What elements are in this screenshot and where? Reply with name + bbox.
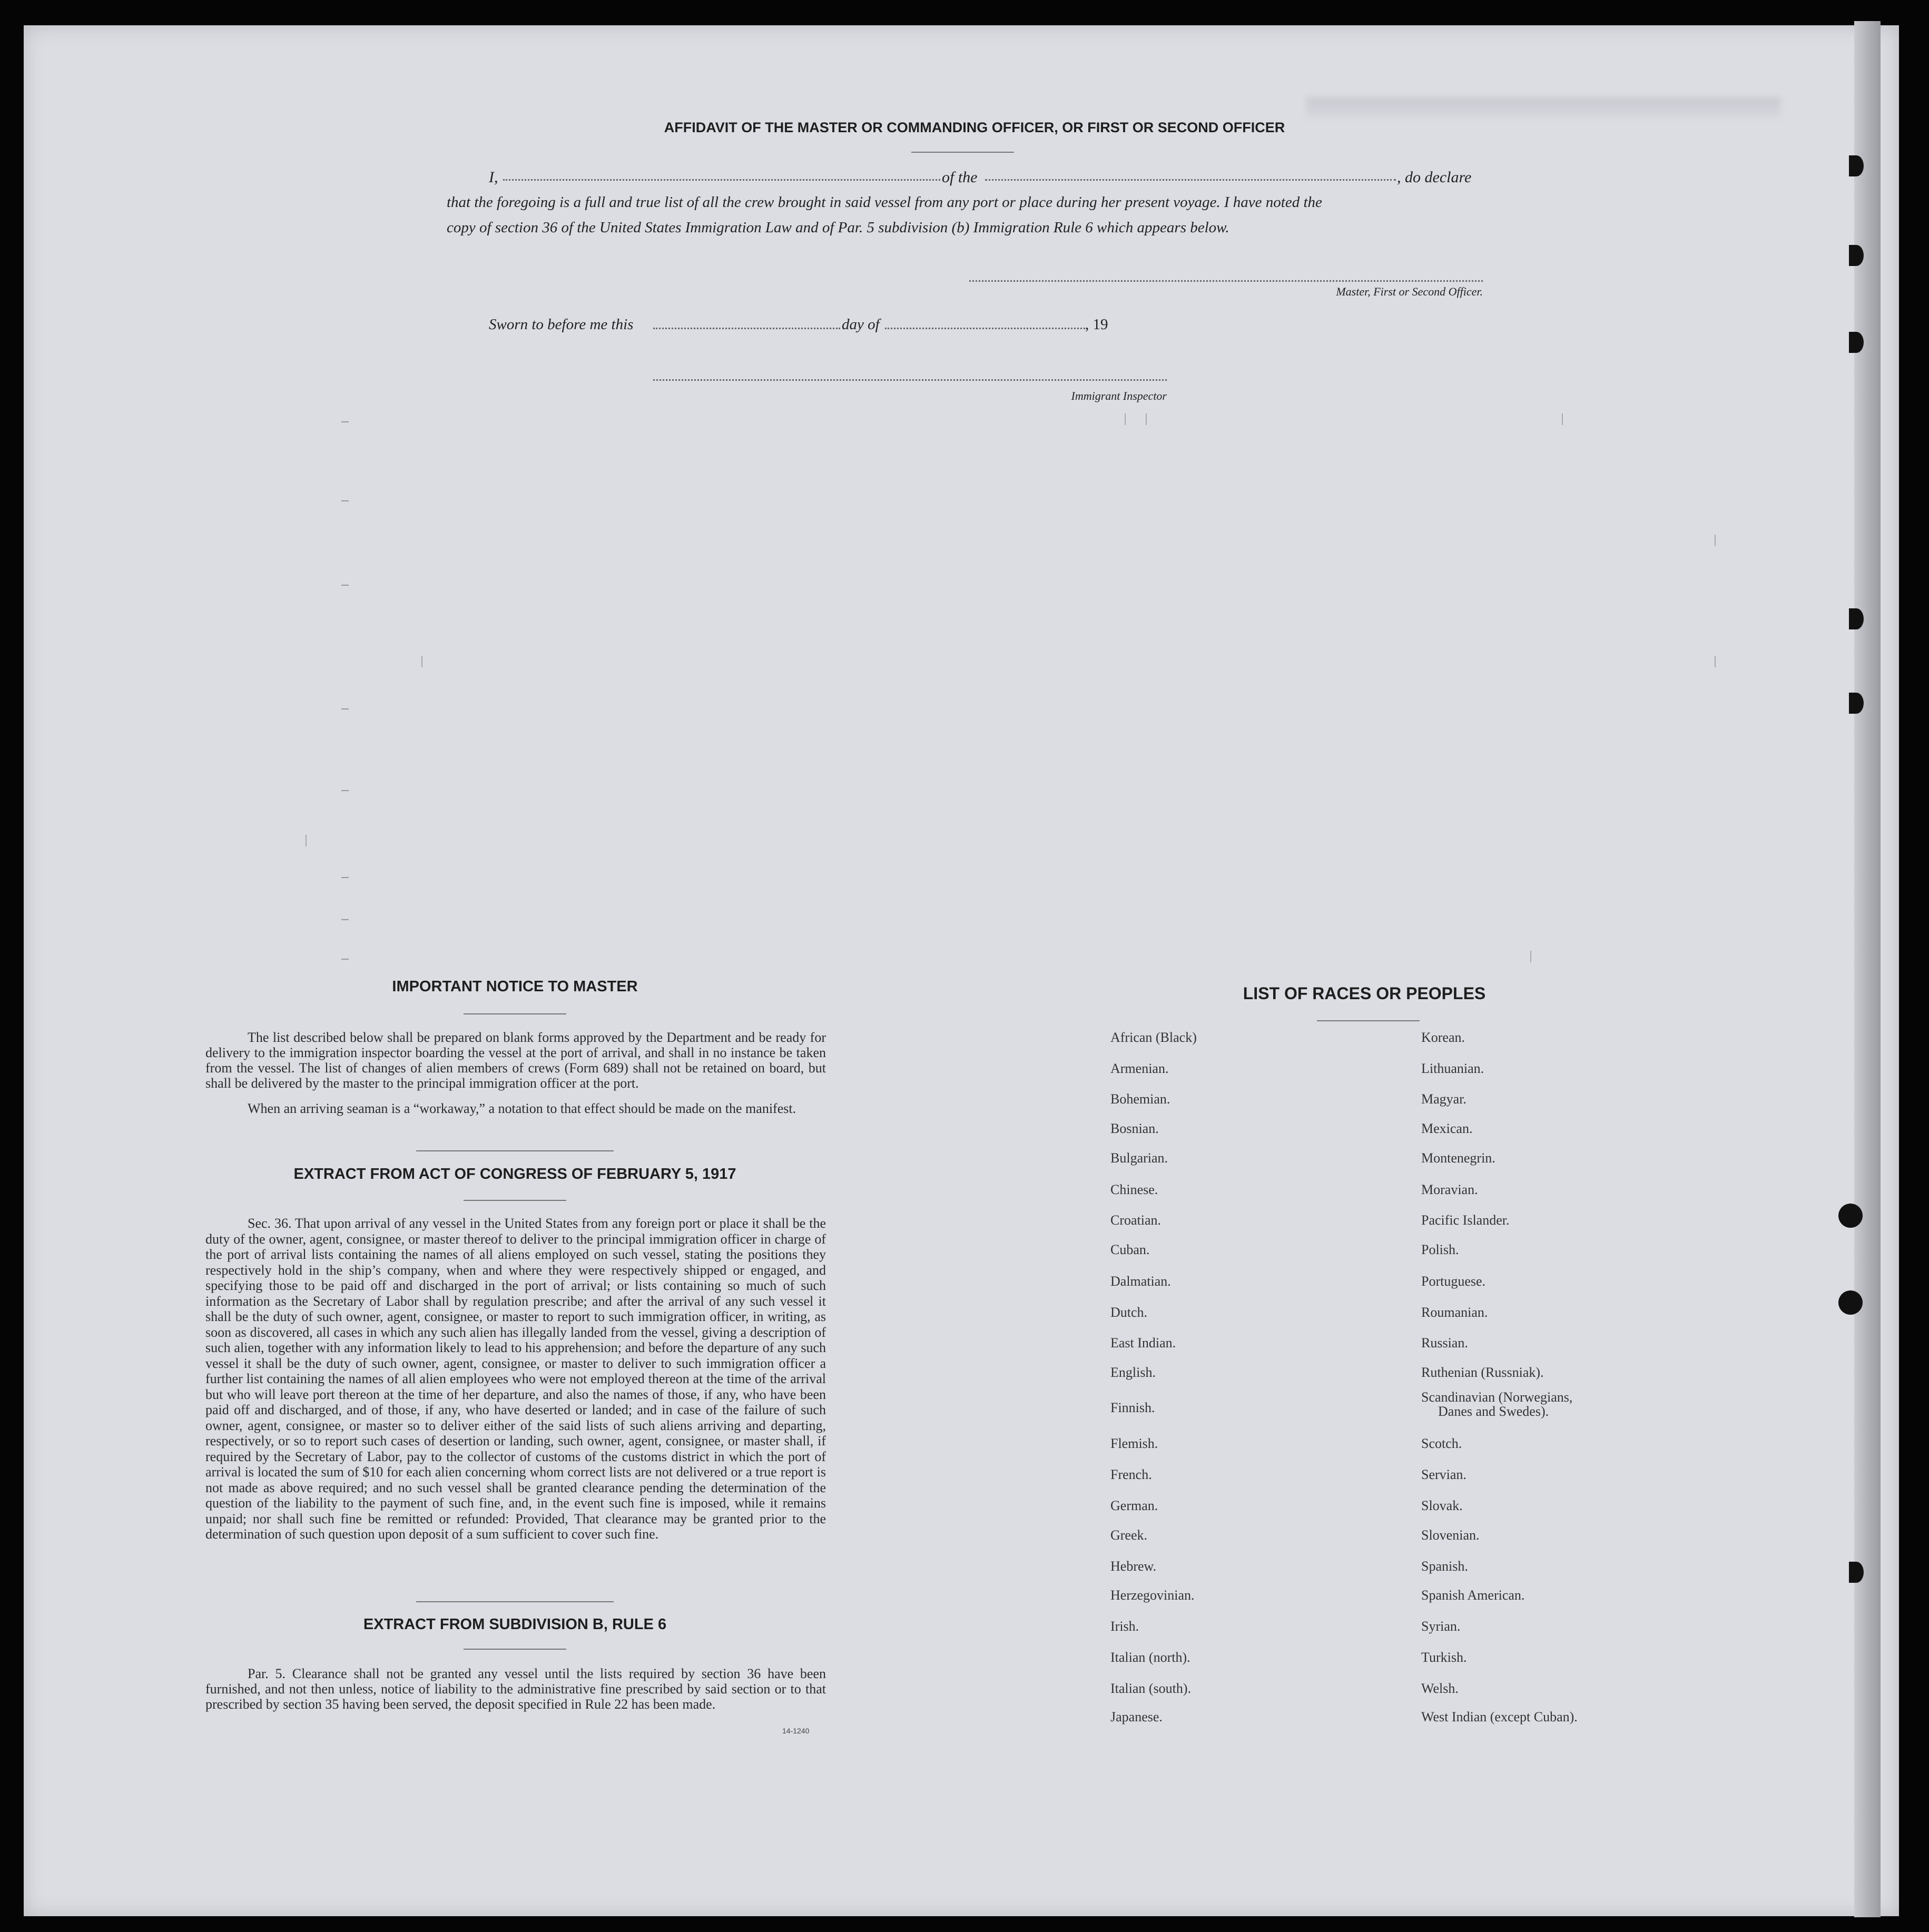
race-item: African (Black) bbox=[1110, 1030, 1197, 1045]
race-item: Armenian. bbox=[1110, 1061, 1169, 1076]
inspector-signature-field[interactable] bbox=[653, 379, 1167, 381]
race-item: Slovak. bbox=[1421, 1498, 1463, 1513]
act-title: EXTRACT FROM ACT OF CONGRESS OF FEBRUARY 5, 1917 bbox=[293, 1166, 736, 1182]
affidavit-i: I, bbox=[489, 169, 498, 186]
binder-hole bbox=[1838, 1204, 1863, 1228]
master-signature-field[interactable] bbox=[969, 280, 1483, 282]
race-item: Magyar. bbox=[1421, 1091, 1467, 1107]
margin-tick bbox=[1715, 535, 1716, 546]
margin-tick bbox=[341, 708, 349, 709]
act-section-36: Sec. 36. That upon arrival of any vessel in the United States from any foreign port or place it shall be the duty of the owner, agent, consignee, or master thereof to deliver to the principal immigration officer in charge of the port of arrival lists containing the names of all aliens employed on such vessel, stating the positions they respectively hold in the ship’s company, when and where they were respectively shipped or engaged, and specifying those to be paid off and discharged in the port of arrival; or lists containing so much of such information as the Secretary of Labor shall by regulation prescribe; and after the arrival of any such vessel it shall be the duty of such owner, agent, consignee, or master to report to such immigration officer, in writing, as soon as discovered, all cases in which any such alien has illegally landed from the vessel, giving a description of such alien, together with any information likely to lead to his apprehension; and before the departure of any such vessel it shall be the duty of such owner, agent, consignee, or master to deliver to such immigration officer a further list containing the names of all alien employees who were not employed thereon at the time of the arrival but who will leave port thereon at the time of her departure, and also the names of those, if any, who have been paid off and discharged, and of those, if any, who have deserted or landed; and in case of the failure of such owner, agent, consignee, or master so to deliver either of the said lists of such aliens arriving and departing, respectively, or so to report such cases of desertion or landing, such owner, agent, consignee, or master shall, if required by the Secretary of Labor, pay to the collector of customs of the customs district in which the port of arrival is located the sum of $10 for each alien concerning whom correct lists are not delivered or a true report is not made as above required; and no such vessel shall be granted clearance pending the determination of the question of the liability to the payment of such fine, and, in the event such fine is imposed, while it remains unpaid; nor shall such fine be remitted or refunded: Provided, That clearance may be granted prior to the determination of such question upon deposit of a sum sufficient to cover such fine. bbox=[205, 1216, 826, 1542]
day-of-label: day of bbox=[842, 316, 880, 333]
margin-tick bbox=[1562, 413, 1563, 425]
races-left-column bbox=[1110, 1030, 1426, 1725]
race-item: Lithuanian. bbox=[1421, 1061, 1484, 1076]
race-item: Flemish. bbox=[1110, 1436, 1158, 1451]
bleed-through-header bbox=[1306, 97, 1780, 119]
year-label: , 19 bbox=[1085, 316, 1108, 333]
margin-tick bbox=[1125, 413, 1126, 425]
divider bbox=[1317, 1020, 1420, 1021]
race-item: Welsh. bbox=[1421, 1681, 1459, 1696]
margin-tick bbox=[1715, 656, 1716, 667]
divider bbox=[416, 1150, 614, 1151]
race-item: Dutch. bbox=[1110, 1305, 1148, 1320]
race-item-continuation: Danes and Swedes). bbox=[1438, 1404, 1549, 1419]
races-title: LIST OF RACES OR PEOPLES bbox=[1243, 984, 1486, 1003]
race-item: Herzegovinian. bbox=[1110, 1588, 1195, 1603]
binder-hole bbox=[1849, 332, 1864, 353]
race-item: East Indian. bbox=[1110, 1335, 1176, 1351]
margin-tick bbox=[1146, 413, 1147, 425]
race-item: Finnish. bbox=[1110, 1400, 1155, 1415]
race-item: Moravian. bbox=[1421, 1182, 1478, 1197]
sworn-label: Sworn to before me this bbox=[489, 316, 634, 333]
margin-tick bbox=[341, 919, 349, 920]
race-item: Spanish American. bbox=[1421, 1588, 1525, 1603]
notice-paragraph-2: When an arriving seaman is a “workaway,” a notation to that effect should be made on the manifest. bbox=[248, 1101, 796, 1116]
binder-hole bbox=[1849, 608, 1864, 629]
affidavit-line2: that the foregoing is a full and true list of all the crew brought in said vessel from any port or place during her present voyage. I have noted the bbox=[447, 194, 1322, 211]
race-item: Montenegrin. bbox=[1421, 1150, 1495, 1166]
margin-tick bbox=[341, 585, 349, 586]
race-item: Bulgarian. bbox=[1110, 1150, 1168, 1166]
margin-tick bbox=[341, 500, 349, 501]
affidavit-declare: , do declare bbox=[1397, 169, 1472, 186]
race-item: English. bbox=[1110, 1365, 1156, 1380]
race-item: Greek. bbox=[1110, 1527, 1148, 1543]
divider bbox=[464, 1200, 566, 1201]
divider bbox=[464, 1013, 566, 1014]
margin-tick bbox=[421, 656, 422, 667]
race-item: Italian (south). bbox=[1110, 1681, 1192, 1696]
race-item: Italian (north). bbox=[1110, 1650, 1190, 1665]
name-field[interactable] bbox=[503, 179, 940, 181]
race-item: Polish. bbox=[1421, 1242, 1459, 1257]
notice-title: IMPORTANT NOTICE TO MASTER bbox=[392, 978, 638, 995]
sworn-month-field[interactable] bbox=[885, 328, 1085, 329]
race-item: Pacific Islander. bbox=[1421, 1213, 1510, 1228]
binder-hole bbox=[1838, 1290, 1863, 1315]
race-item: Roumanian. bbox=[1421, 1305, 1488, 1320]
race-item: Bosnian. bbox=[1110, 1121, 1159, 1136]
vessel-field[interactable] bbox=[985, 179, 1396, 181]
race-item: Slovenian. bbox=[1421, 1527, 1480, 1543]
race-item: Bohemian. bbox=[1110, 1091, 1170, 1107]
sworn-day-field[interactable] bbox=[653, 328, 840, 329]
race-item: Portuguese. bbox=[1421, 1274, 1486, 1289]
race-item: Servian. bbox=[1421, 1467, 1467, 1482]
race-item: Turkish. bbox=[1421, 1650, 1467, 1665]
divider bbox=[416, 1601, 614, 1602]
divider bbox=[911, 152, 1014, 153]
race-item: Russian. bbox=[1421, 1335, 1468, 1351]
binder-hole bbox=[1849, 155, 1864, 176]
page-edge bbox=[1854, 21, 1881, 1917]
binder-hole bbox=[1849, 1562, 1864, 1583]
race-item: Scotch. bbox=[1421, 1436, 1462, 1451]
race-item: Ruthenian (Russniak). bbox=[1421, 1365, 1544, 1380]
race-item: German. bbox=[1110, 1498, 1158, 1513]
race-item: Japanese. bbox=[1110, 1709, 1163, 1724]
race-item: Dalmatian. bbox=[1110, 1274, 1171, 1289]
rule-paragraph: Par. 5. Clearance shall not be granted any vessel until the lists required by section 36 have been furnished, and not then unless, notice of liability to the administrative fine prescribed by said section or to that prescribed by section 35 having been served, the deposit specified in Rule 22 has been made. bbox=[205, 1666, 826, 1712]
master-signature-label: Master, First or Second Officer. bbox=[1336, 285, 1483, 298]
margin-tick bbox=[341, 959, 349, 960]
race-item: French. bbox=[1110, 1467, 1152, 1482]
race-item: Croatian. bbox=[1110, 1213, 1162, 1228]
races-right-column bbox=[1421, 1030, 1811, 1725]
race-item: Chinese. bbox=[1110, 1182, 1158, 1197]
inspector-label: Immigrant Inspector bbox=[1071, 389, 1167, 402]
race-item: Syrian. bbox=[1421, 1619, 1461, 1634]
race-item: Cuban. bbox=[1110, 1242, 1150, 1257]
race-item: Mexican. bbox=[1421, 1121, 1473, 1136]
binder-hole bbox=[1849, 693, 1864, 714]
race-item: Hebrew. bbox=[1110, 1559, 1157, 1574]
affidavit-line3: copy of section 36 of the United States Immigration Law and of Par. 5 subdivision (b) Immigration Rule 6 which appears below. bbox=[447, 219, 1229, 236]
margin-tick bbox=[1530, 951, 1531, 962]
affidavit-of-the: of the bbox=[942, 169, 978, 186]
binder-hole bbox=[1849, 245, 1864, 266]
race-item: Spanish. bbox=[1421, 1559, 1468, 1574]
rule-title: EXTRACT FROM SUBDIVISION B, RULE 6 bbox=[363, 1616, 667, 1633]
margin-tick bbox=[341, 790, 349, 791]
form-number: 14-1240 bbox=[782, 1727, 810, 1735]
affidavit-title: AFFIDAVIT OF THE MASTER OR COMMANDING OFFICER, OR FIRST OR SECOND OFFICER bbox=[664, 120, 1285, 135]
margin-tick bbox=[341, 421, 349, 422]
race-item: Irish. bbox=[1110, 1619, 1139, 1634]
margin-tick bbox=[341, 877, 349, 878]
race-item: Korean. bbox=[1421, 1030, 1465, 1045]
divider bbox=[464, 1649, 566, 1650]
notice-paragraph-1: The list described below shall be prepared on blank forms approved by the Department and be ready for delivery to the immigration inspector boarding the vessel at the port of arrival, and shall in no instance be taken from the vessel. The list of changes of alien members of crews (Form 689) shall not be retained on board, but shall be delivered by the master to the principal immigration officer at the port. bbox=[205, 1030, 826, 1091]
margin-tick bbox=[306, 835, 307, 846]
race-item: West Indian (except Cuban). bbox=[1421, 1709, 1578, 1724]
race-item: Scandinavian (Norwegians, bbox=[1421, 1389, 1573, 1405]
